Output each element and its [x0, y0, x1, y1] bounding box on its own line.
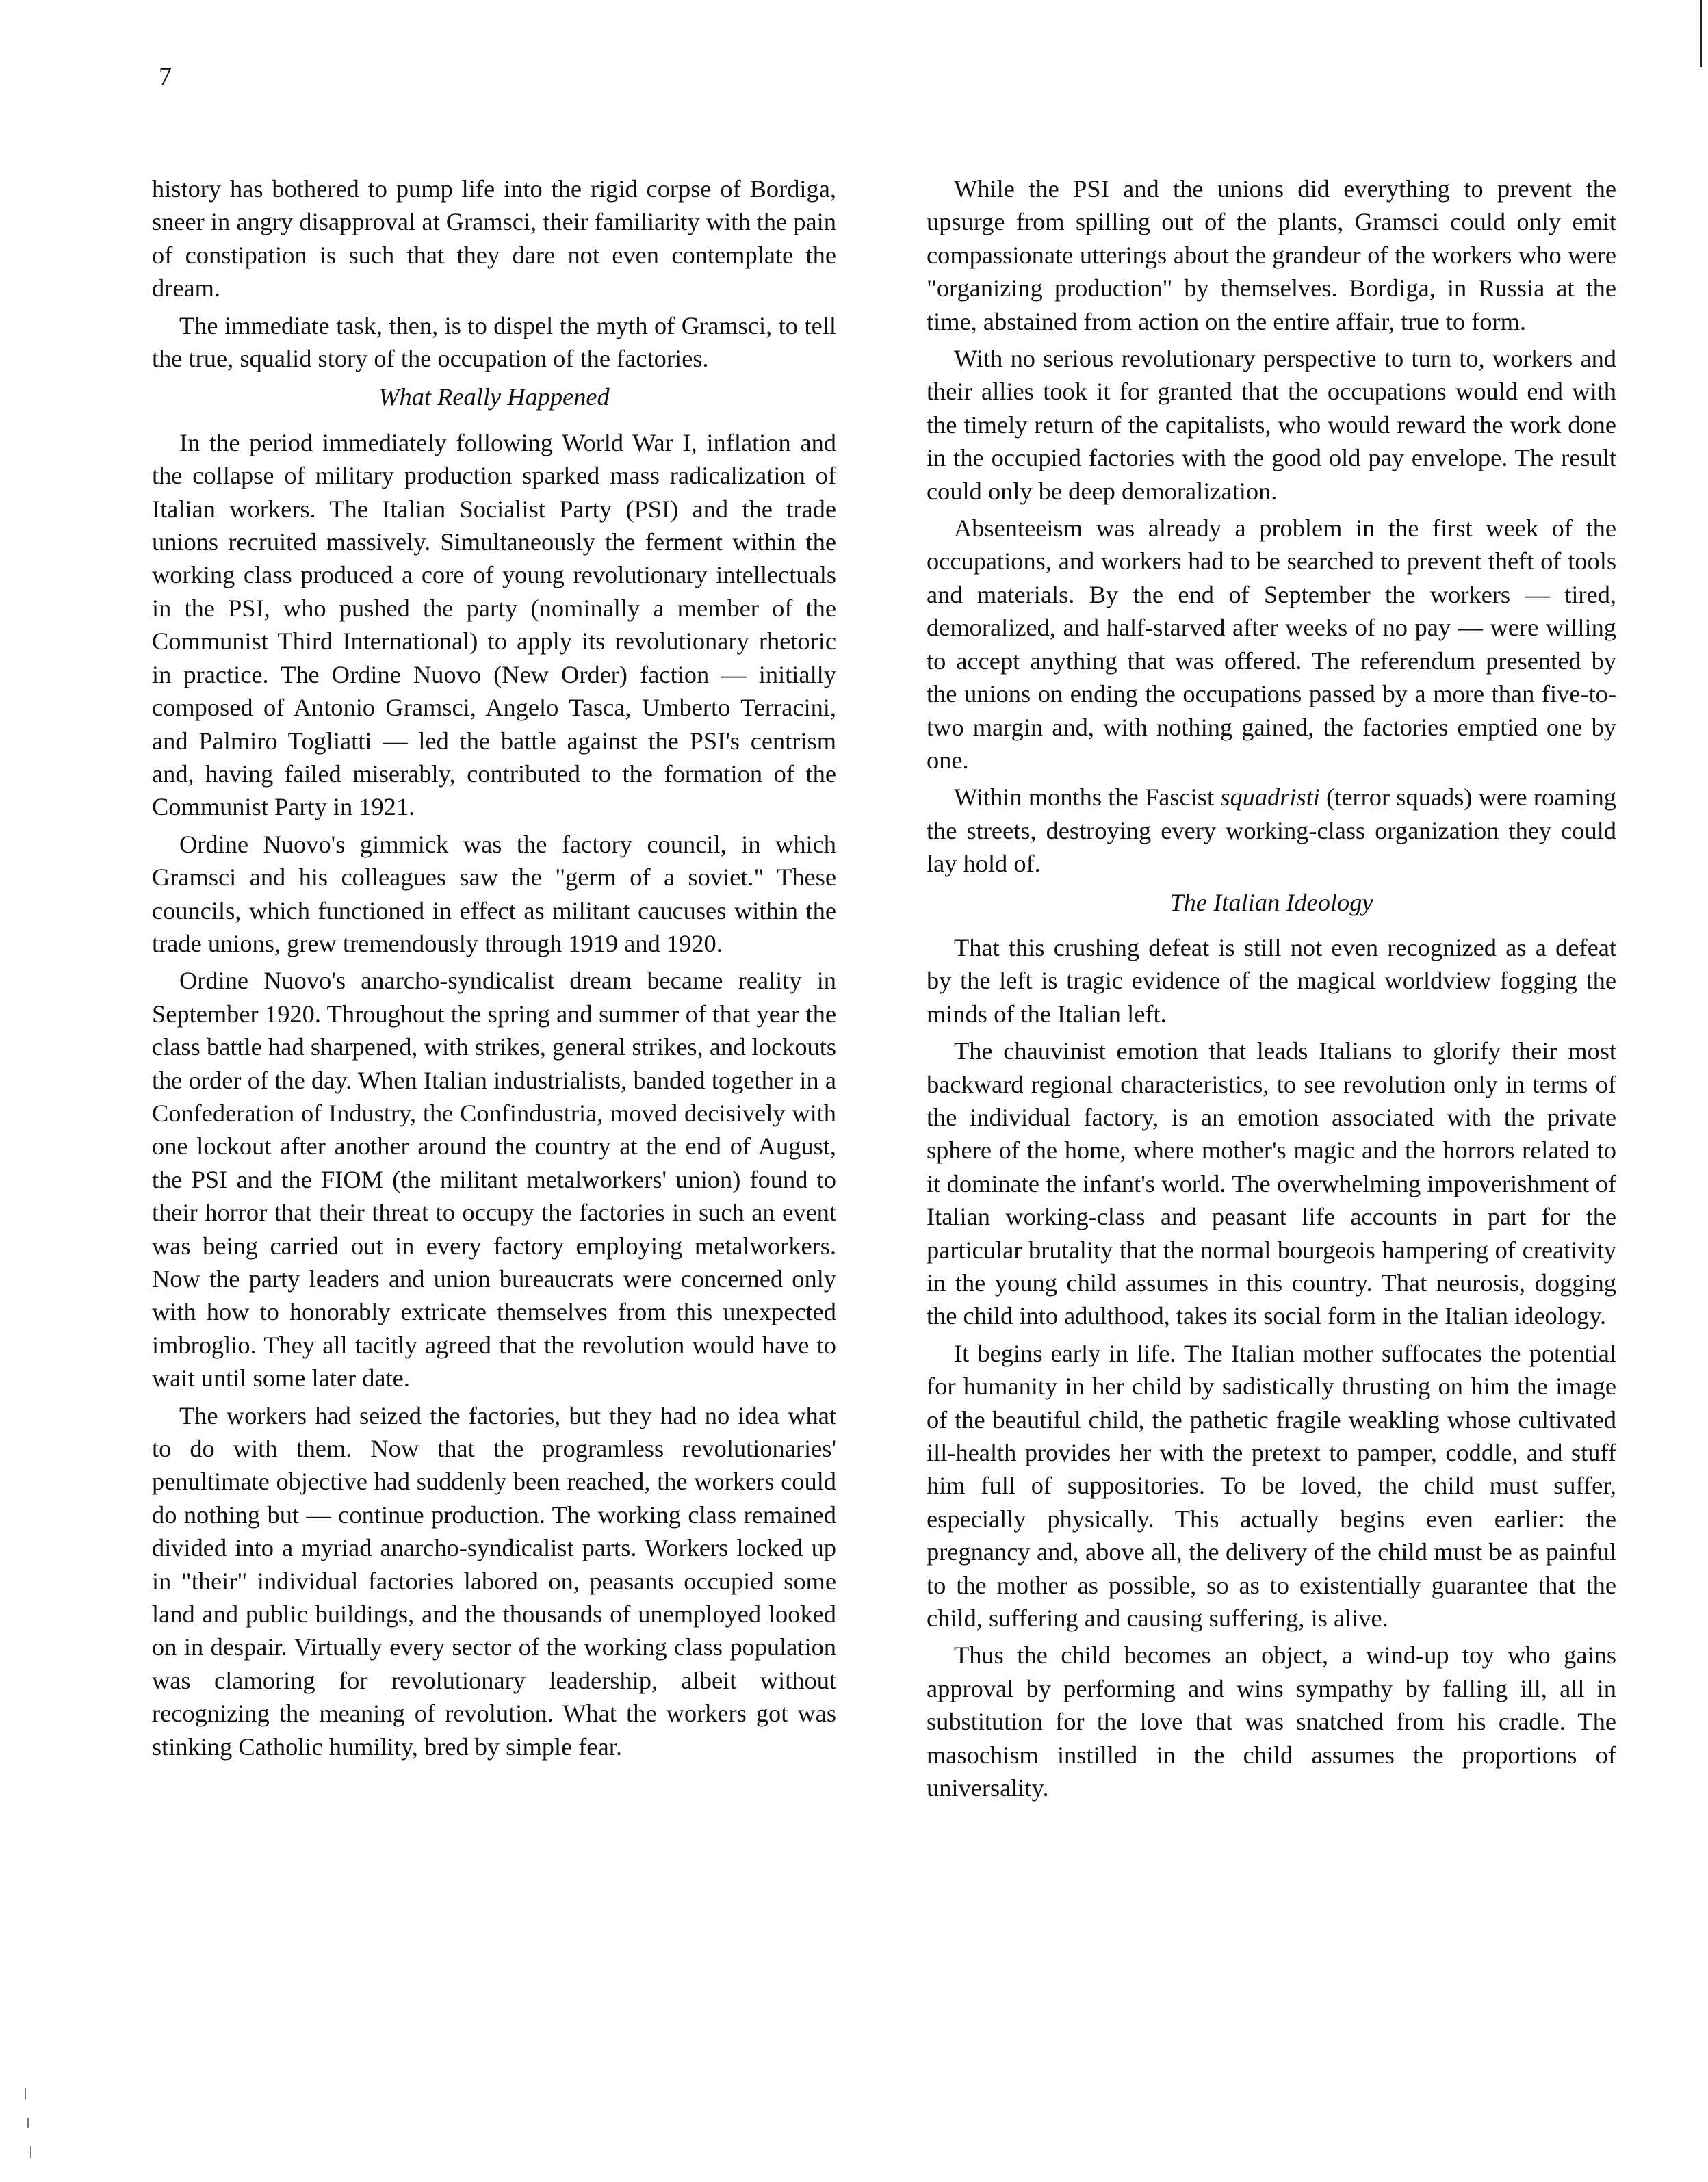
paragraph: It begins early in life. The Italian mother suffocates the potential for humanity in her child by sadistically thrusting on him the image of the beautiful child, the pathetic fragile weakling whose cultivated ill-health provides her with the pretext to pamper, coddle, and stuff him full of suppositories. To be loved, the child must suffer, especially physically. This actually begins even earlier: the pregnancy and, above all, the delivery of the child must be as painful to the mother as possible, so as to existentially guarantee that the child, suffering and causing suffering, is alive. — [927, 1339, 1616, 1633]
paragraph: While the PSI and the unions did everything to prevent the upsurge from spilling out of the plants, Gramsci could only emit compassionate utterings about the grandeur of the workers who were "organizing production" by themselves. Bordiga, in Russia at the time, abstained from action on the entire affair, true to form. — [927, 175, 1616, 335]
paragraph: Ordine Nuovo's gimmick was the factory council, in which Gramsci and his colleagues saw the "germ of a soviet." These councils, which functioned in effect as militant caucuses within the trade unions, grew tremendously through 1919 and 1920. — [152, 830, 836, 957]
section-heading-italian-ideology: The Italian Ideology — [1169, 888, 1373, 916]
paragraph: Absenteeism was already a problem in the first week of the occupations, and workers had to be searched to prevent theft of tools and materials. By the end of September the workers — tired, demoralized, and half-starved after weeks of no pay — were willing to accept anything that was offered. The referendum presented by the unions on ending the occupations passed by a more than five-to-two margin and, with nothing gained, the factories emptied one by one. — [927, 515, 1616, 774]
paragraph: Thus the child becomes an object, a wind-up toy who gains approval by performing and wins sympathy by falling ill, all in substitution for the love that was snatched from his cradle. The masochism instilled in the child assumes the proportions of universality. — [927, 1641, 1616, 1802]
paragraph: The chauvinist emotion that leads Italians to glorify their most backward regional characteristics, to see revolution only in terms of the individual factory, is an emotion associated with the private sphere of the home, where mother's magic and the horrors related to it dominate the infant's world. The overwhelming impoverishment of Italian working-class and peasant life accounts in part for the particular brutality that the normal bourgeois hampering of creativity in the young child assumes in this country. That neurosis, dogging the child into adulthood, takes its social form in the Italian ideology. — [927, 1037, 1616, 1330]
left-column — [152, 172, 836, 1767]
margin-rule — [1700, 0, 1702, 67]
italic-term: squadristi — [1220, 783, 1320, 811]
right-column — [927, 172, 1616, 1809]
section-heading-what-really-happened: What Really Happened — [378, 383, 610, 411]
paragraph-squadristi — [927, 781, 1616, 880]
paragraph: The immediate task, then, is to dispel the myth of Gramsci, to tell the true, squalid story of the occupation of the factories. — [152, 311, 836, 373]
paragraph: That this crushing defeat is still not even recognized as a defeat by the left is tragic evidence of the magical worldview fogging the minds of the Italian left. — [927, 933, 1616, 1028]
paragraph: history has bothered to pump life into the rigid corpse of Bordiga, sneer in angry disapproval at Gramsci, their familiarity with the pain of constipation is such that they dare not even contemplate the dream. — [152, 175, 836, 302]
text-run: Within months the Fascist — [954, 783, 1221, 811]
paragraph: The workers had seized the factories, but they had no idea what to do with them. Now that the programless revolutionaries' penultimate objective had suddenly been reached, the workers could do nothing but — continue production. The working class remained divided into a myriad anarcho-syndicalist parts. Workers locked up in "their" individual factories labored on, peasants occupied some land and public buildings, and the thousands of unemployed looked on in despair. Virtually every sector of the working class population was clamoring for revolutionary leadership, albeit without recognizing the meaning of revolution. What the workers got was stinking Catholic humility, bred by simple fear. — [152, 1401, 836, 1761]
paragraph: Ordine Nuovo's anarcho-syndicalist dream became reality in September 1920. Throughout the spring and summer of that year the class battle had sharpened, with strikes, general strikes, and lockouts the order of the day. When Italian industrialists, banded together in a Confederation of Industry, the Confindustria, moved decisively with one lockout after another around the country at the end of August, the PSI and the FIOM (the militant metalworkers' union) found to their horror that their threat to occupy the factories in such an event was being carried out in every factory employing metalworkers. Now the party leaders and union bureaucrats were concerned only with how to honorably extricate themselves from this unexpected imbroglio. They all tacitly agreed that the revolution would have to wait until some later date. — [152, 967, 836, 1392]
paragraph: In the period immediately following World War I, inflation and the collapse of military production sparked mass radicalization of Italian workers. The Italian Socialist Party (PSI) and the trade unions recruited massively. Simultaneously the ferment within the working class produced a core of young revolutionary intellectuals in the PSI, who pushed the party (nominally a member of the Communist Third International) to apply its revolutionary rhetoric in practice. The Ordine Nuovo (New Order) faction — initially composed of Antonio Gramsci, Angelo Tasca, Umberto Terracini, and Palmiro Togliatti — led the battle against the PSI's centrism and, having failed miserably, contributed to the formation of the Communist Party in 1921. — [152, 428, 836, 821]
paragraph: With no serious revolutionary perspective to turn to, workers and their allies took it for granted that the occupations would end with the timely return of the capitalists, who would reward the work done in the occupied factories with the good old pay envelope. The result could only be deep demoralization. — [927, 345, 1616, 505]
page-number: 7 — [159, 62, 172, 91]
text-run: (terror squads) were roaming the streets, destroying every working-class organization they could lay hold of. — [927, 783, 1616, 878]
scan-margin-marks — [21, 2088, 41, 2170]
